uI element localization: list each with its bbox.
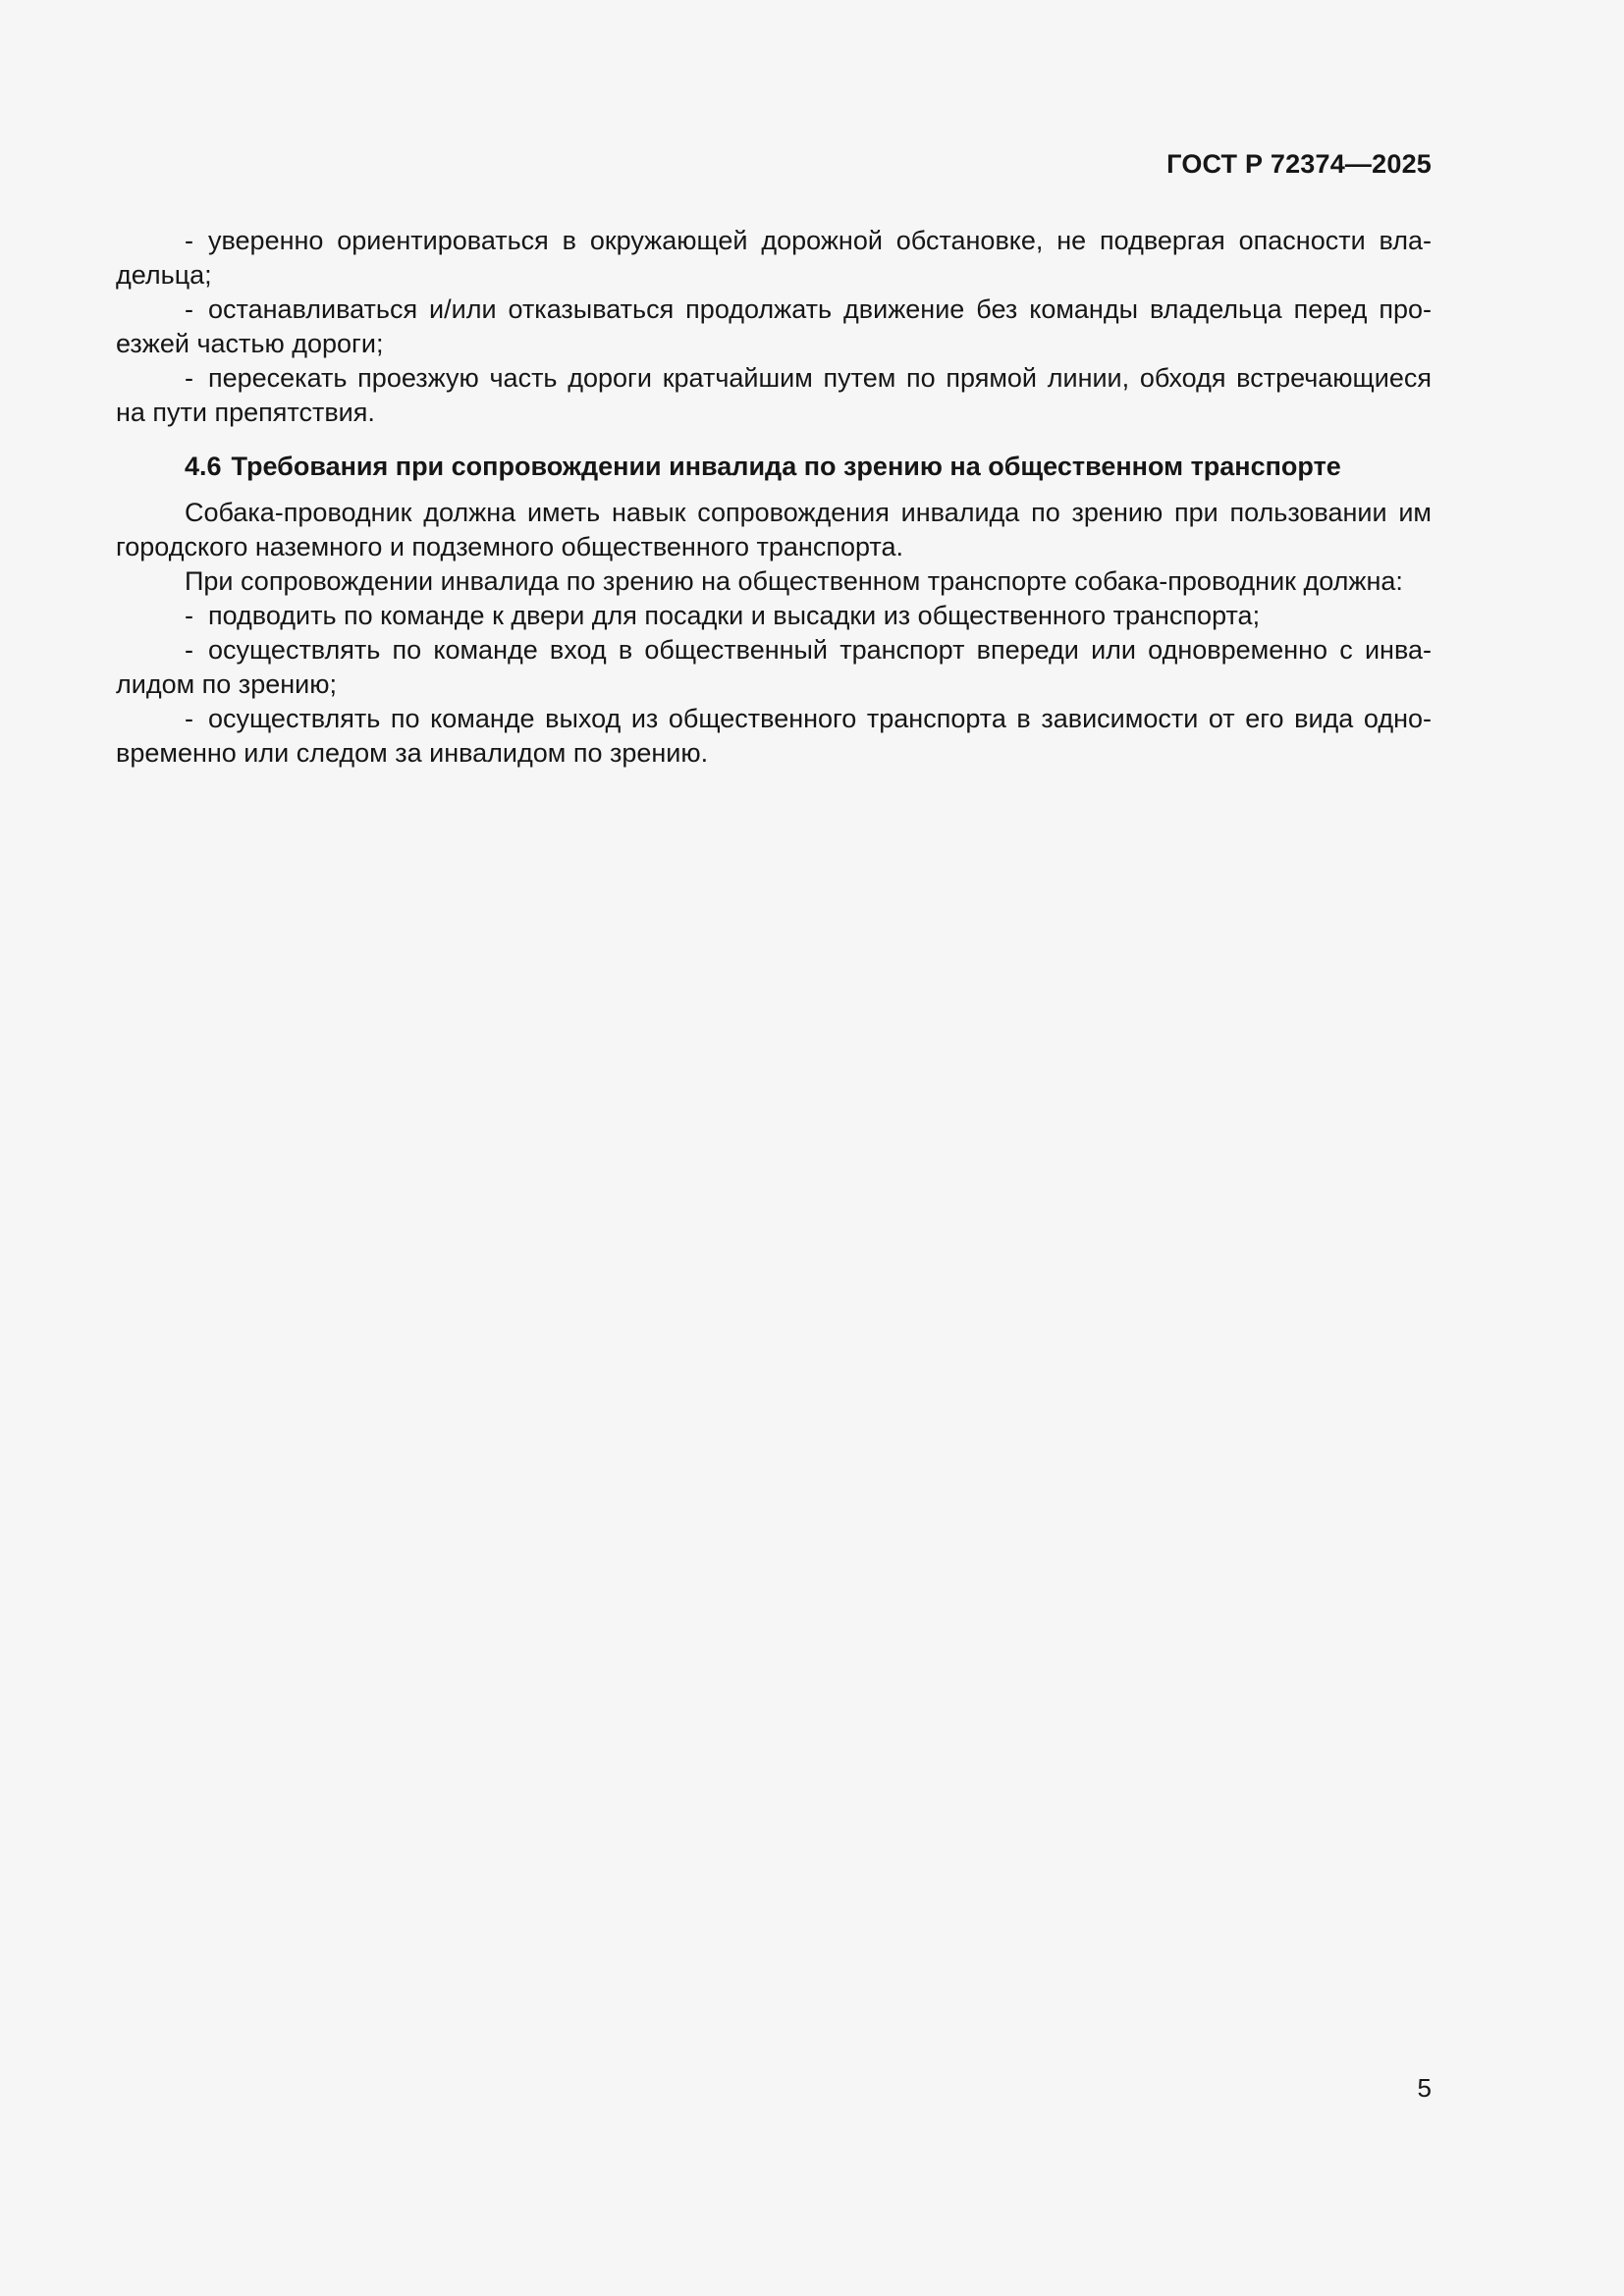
list-item (116, 224, 1432, 293)
list-item (116, 633, 1432, 702)
paragraph: При сопровождении инвалида по зрению на общественном транспорте собака-проводник должна: (185, 566, 1403, 596)
section-heading (116, 450, 1432, 484)
page-number: 5 (1417, 2073, 1432, 2103)
list-dash: - (185, 601, 193, 630)
list-item-text: подводить по команде к двери для посадки и высадки из общественного транспорта; (208, 601, 1261, 630)
paragraph: Собака-проводник должна иметь навык сопровождения инвалида по зрению при пользовании им городского наземного и подземного общественного транспорта. (116, 498, 1432, 561)
list-item-text: осуществлять по команде выход из общественного транспорта в зависимости от его вида одно-временно или следом за инвалидом по зрению. (116, 704, 1432, 768)
section-title: Требования при сопровождении инвалида по зрению на общественном транспорте (231, 452, 1341, 481)
list-dash: - (185, 635, 193, 665)
list-item (116, 361, 1432, 430)
section-number: 4.6 (185, 452, 222, 481)
list-item-text: уверенно ориентироваться в окружающей дорожной обстановке, не подвергая опасности вла-дельца; (116, 226, 1432, 290)
list-dash: - (185, 363, 193, 393)
list-dash: - (185, 294, 193, 324)
list-item-text: останавливаться и/или отказываться продолжать движение без команды владельца перед про-езжей частью дороги; (116, 294, 1432, 358)
list-item (116, 293, 1432, 361)
list-item-text: пересекать проезжую часть дороги кратчайшим путем по прямой линии, обходя встречающиеся на пути препятствия. (116, 363, 1432, 427)
list-item (116, 702, 1432, 771)
list-dash: - (185, 704, 193, 733)
page-content (116, 224, 1432, 771)
document-code: ГОСТ Р 72374—2025 (1166, 149, 1432, 179)
list-item (116, 599, 1432, 633)
list-dash: - (185, 226, 193, 255)
list-item-text: осуществлять по команде вход в общественный транспорт впереди или одновременно с инва-лидом по зрению; (116, 635, 1432, 699)
